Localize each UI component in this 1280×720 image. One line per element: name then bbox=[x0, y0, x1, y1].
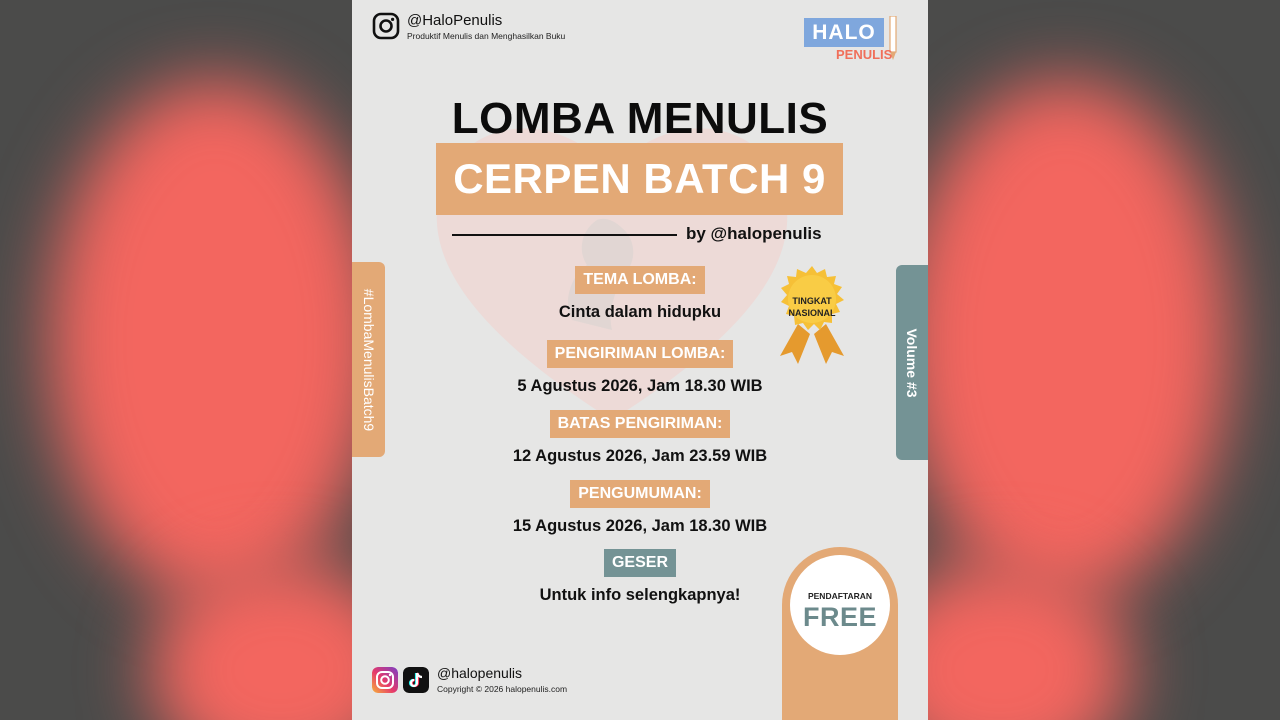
registration-circle bbox=[790, 555, 890, 655]
byline-divider bbox=[452, 234, 677, 236]
instagram-handle: @HaloPenulis bbox=[407, 12, 503, 29]
logo-penulis-text: PENULIS bbox=[836, 47, 893, 62]
section-value: 12 Agustus 2026, Jam 23.59 WIB bbox=[512, 447, 768, 465]
section-value: 15 Agustus 2026, Jam 18.30 WIB bbox=[512, 517, 768, 535]
section-value: 5 Agustus 2026, Jam 18.30 WIB bbox=[517, 377, 763, 395]
section-theme bbox=[352, 266, 928, 322]
copyright: Copyright © 2026 halopenulis.com bbox=[437, 684, 568, 694]
instagram-icon bbox=[372, 12, 400, 40]
section-label: PENGIRIMAN LOMBA: bbox=[547, 340, 734, 368]
background-blur-right bbox=[900, 80, 1230, 600]
section-deadline bbox=[352, 410, 928, 466]
footer bbox=[372, 665, 567, 694]
volume-label: Volume #3 bbox=[904, 328, 920, 397]
title-line-2: CERPEN BATCH 9 bbox=[436, 143, 843, 215]
title-line-1: LOMBA MENULIS bbox=[451, 94, 829, 143]
background-blur-left bbox=[50, 80, 380, 600]
registration-label: PENDAFTARAN bbox=[807, 591, 873, 601]
halo-penulis-logo bbox=[804, 16, 912, 66]
section-label: PENGUMUMAN: bbox=[570, 480, 710, 508]
logo-halo-text: HALO bbox=[804, 18, 884, 47]
section-value: Cinta dalam hidupku bbox=[558, 303, 722, 321]
poster bbox=[352, 0, 928, 720]
section-value: Untuk info selengkapnya! bbox=[539, 586, 741, 604]
badge-line-1: TINGKAT bbox=[792, 296, 832, 306]
byline: by @halopenulis bbox=[686, 224, 822, 243]
section-announcement bbox=[352, 480, 928, 536]
registration-free-arch bbox=[782, 547, 898, 720]
badge-line-2: NASIONAL bbox=[788, 308, 836, 318]
section-label: BATAS PENGIRIMAN: bbox=[550, 410, 731, 438]
section-label: TEMA LOMBA: bbox=[575, 266, 704, 294]
footer-handle[interactable]: @halopenulis bbox=[437, 665, 523, 681]
instagram-header[interactable] bbox=[372, 12, 565, 41]
swipe-label: GESER bbox=[604, 549, 676, 577]
hashtag-label: #LombaMenulisBatch9 bbox=[360, 288, 377, 431]
instagram-icon[interactable] bbox=[372, 667, 398, 693]
section-submission bbox=[352, 340, 928, 396]
registration-value: FREE bbox=[802, 602, 877, 632]
tiktok-icon[interactable] bbox=[403, 667, 429, 693]
tagline: Produktif Menulis dan Menghasilkan Buku bbox=[407, 31, 566, 41]
